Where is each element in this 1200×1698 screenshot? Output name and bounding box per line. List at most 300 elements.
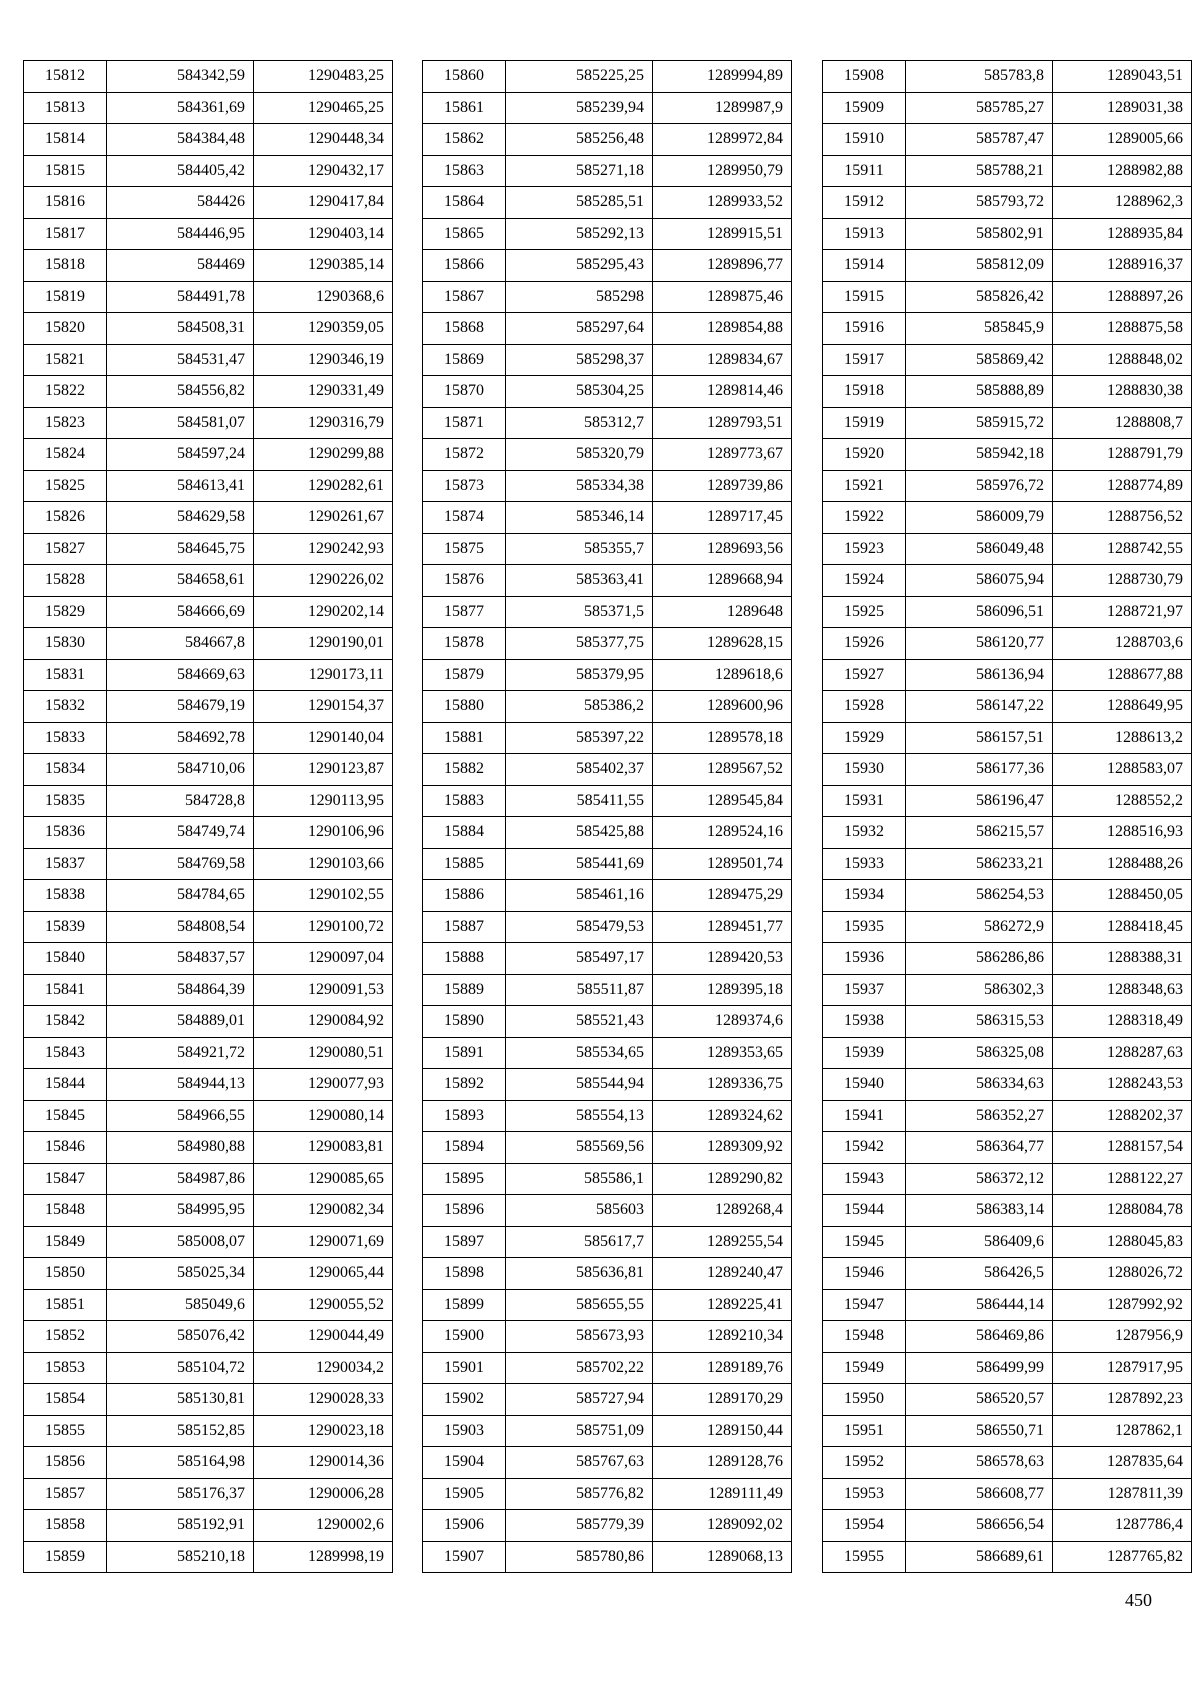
table-row — [423, 1100, 792, 1132]
point-number-cell: 15945 — [823, 1226, 906, 1258]
y-coordinate-cell: 1289896,77 — [653, 250, 792, 282]
x-coordinate-cell: 585425,88 — [506, 817, 653, 849]
x-coordinate-cell: 586426,5 — [906, 1258, 1053, 1290]
y-coordinate-cell: 1288348,63 — [1053, 974, 1192, 1006]
x-coordinate-cell: 585386,2 — [506, 691, 653, 723]
y-coordinate-cell: 1289628,15 — [653, 628, 792, 660]
point-number-cell: 15901 — [423, 1352, 506, 1384]
x-coordinate-cell: 584808,54 — [107, 911, 254, 943]
y-coordinate-cell: 1288583,07 — [1053, 754, 1192, 786]
y-coordinate-cell: 1289994,89 — [653, 61, 792, 93]
point-number-cell: 15881 — [423, 722, 506, 754]
point-number-cell: 15839 — [24, 911, 107, 943]
y-coordinate-cell: 1288388,31 — [1053, 943, 1192, 975]
x-coordinate-cell: 586689,61 — [906, 1541, 1053, 1573]
table-row — [423, 691, 792, 723]
point-number-cell: 15841 — [24, 974, 107, 1006]
x-coordinate-cell: 585544,94 — [506, 1069, 653, 1101]
x-coordinate-cell: 584692,78 — [107, 722, 254, 754]
table-row — [423, 1510, 792, 1542]
y-coordinate-cell: 1289475,29 — [653, 880, 792, 912]
y-coordinate-cell: 1290106,96 — [254, 817, 393, 849]
table-row — [24, 880, 393, 912]
y-coordinate-cell: 1290242,93 — [254, 533, 393, 565]
x-coordinate-cell: 586233,21 — [906, 848, 1053, 880]
point-number-cell: 15843 — [24, 1037, 107, 1069]
point-number-cell: 15827 — [24, 533, 107, 565]
point-number-cell: 15830 — [24, 628, 107, 660]
table-row — [423, 785, 792, 817]
table-row — [823, 817, 1192, 849]
point-number-cell: 15938 — [823, 1006, 906, 1038]
table-row — [823, 470, 1192, 502]
x-coordinate-cell: 584629,58 — [107, 502, 254, 534]
point-number-cell: 15817 — [24, 218, 107, 250]
x-coordinate-cell: 584987,86 — [107, 1163, 254, 1195]
y-coordinate-cell: 1288848,02 — [1053, 344, 1192, 376]
coordinate-table-3 — [822, 60, 1192, 1573]
table-row — [823, 124, 1192, 156]
y-coordinate-cell: 1289524,16 — [653, 817, 792, 849]
page-number: 450 — [1125, 1590, 1152, 1610]
point-number-cell: 15914 — [823, 250, 906, 282]
y-coordinate-cell: 1288418,45 — [1053, 911, 1192, 943]
point-number-cell: 15820 — [24, 313, 107, 345]
table-row — [24, 565, 393, 597]
x-coordinate-cell: 585636,81 — [506, 1258, 653, 1290]
point-number-cell: 15845 — [24, 1100, 107, 1132]
x-coordinate-cell: 585304,25 — [506, 376, 653, 408]
point-number-cell: 15917 — [823, 344, 906, 376]
table-row — [423, 1289, 792, 1321]
y-coordinate-cell: 1288703,6 — [1053, 628, 1192, 660]
point-number-cell: 15871 — [423, 407, 506, 439]
point-number-cell: 15816 — [24, 187, 107, 219]
table-row — [423, 754, 792, 786]
table-row — [823, 565, 1192, 597]
table-row — [24, 1541, 393, 1573]
point-number-cell: 15940 — [823, 1069, 906, 1101]
point-number-cell: 15896 — [423, 1195, 506, 1227]
point-number-cell: 15870 — [423, 376, 506, 408]
point-number-cell: 15847 — [24, 1163, 107, 1195]
point-number-cell: 15928 — [823, 691, 906, 723]
x-coordinate-cell: 585176,37 — [107, 1478, 254, 1510]
y-coordinate-cell: 1289933,52 — [653, 187, 792, 219]
x-coordinate-cell: 584469 — [107, 250, 254, 282]
point-number-cell: 15860 — [423, 61, 506, 93]
table-row — [423, 1447, 792, 1479]
table-row — [823, 1195, 1192, 1227]
coordinate-table-1 — [23, 60, 393, 1573]
x-coordinate-cell: 585617,7 — [506, 1226, 653, 1258]
point-number-cell: 15895 — [423, 1163, 506, 1195]
point-number-cell: 15950 — [823, 1384, 906, 1416]
table-row — [24, 1132, 393, 1164]
point-number-cell: 15939 — [823, 1037, 906, 1069]
x-coordinate-cell: 585312,7 — [506, 407, 653, 439]
table-row — [423, 155, 792, 187]
y-coordinate-cell: 1287992,92 — [1053, 1289, 1192, 1321]
x-coordinate-cell: 584666,69 — [107, 596, 254, 628]
y-coordinate-cell: 1289668,94 — [653, 565, 792, 597]
table-row — [24, 691, 393, 723]
y-coordinate-cell: 1290100,72 — [254, 911, 393, 943]
y-coordinate-cell: 1288157,54 — [1053, 1132, 1192, 1164]
y-coordinate-cell: 1289545,84 — [653, 785, 792, 817]
x-coordinate-cell: 585239,94 — [506, 92, 653, 124]
x-coordinate-cell: 584508,31 — [107, 313, 254, 345]
x-coordinate-cell: 585192,91 — [107, 1510, 254, 1542]
x-coordinate-cell: 585812,09 — [906, 250, 1053, 282]
x-coordinate-cell: 584921,72 — [107, 1037, 254, 1069]
table-row — [823, 1289, 1192, 1321]
y-coordinate-cell: 1288774,89 — [1053, 470, 1192, 502]
x-coordinate-cell: 585363,41 — [506, 565, 653, 597]
x-coordinate-cell: 586334,63 — [906, 1069, 1053, 1101]
x-coordinate-cell: 586499,99 — [906, 1352, 1053, 1384]
point-number-cell: 15910 — [823, 124, 906, 156]
point-number-cell: 15844 — [24, 1069, 107, 1101]
point-number-cell: 15955 — [823, 1541, 906, 1573]
table-row — [423, 974, 792, 1006]
x-coordinate-cell: 585802,91 — [906, 218, 1053, 250]
x-coordinate-cell: 586136,94 — [906, 659, 1053, 691]
y-coordinate-cell: 1290173,11 — [254, 659, 393, 691]
point-number-cell: 15925 — [823, 596, 906, 628]
y-coordinate-cell: 1287765,82 — [1053, 1541, 1192, 1573]
point-number-cell: 15908 — [823, 61, 906, 93]
x-coordinate-cell: 584679,19 — [107, 691, 254, 723]
point-number-cell: 15855 — [24, 1415, 107, 1447]
table-row — [423, 1321, 792, 1353]
y-coordinate-cell: 1289395,18 — [653, 974, 792, 1006]
table-row — [823, 1132, 1192, 1164]
point-number-cell: 15828 — [24, 565, 107, 597]
table-row — [823, 691, 1192, 723]
table-row — [423, 1195, 792, 1227]
x-coordinate-cell: 586147,22 — [906, 691, 1053, 723]
x-coordinate-cell: 584710,06 — [107, 754, 254, 786]
x-coordinate-cell: 585441,69 — [506, 848, 653, 880]
y-coordinate-cell: 1290316,79 — [254, 407, 393, 439]
table-row — [24, 61, 393, 93]
y-coordinate-cell: 1289225,41 — [653, 1289, 792, 1321]
x-coordinate-cell: 585511,87 — [506, 974, 653, 1006]
y-coordinate-cell: 1288084,78 — [1053, 1195, 1192, 1227]
y-coordinate-cell: 1290140,04 — [254, 722, 393, 754]
y-coordinate-cell: 1289043,51 — [1053, 61, 1192, 93]
point-number-cell: 15949 — [823, 1352, 906, 1384]
y-coordinate-cell: 1288287,63 — [1053, 1037, 1192, 1069]
x-coordinate-cell: 586075,94 — [906, 565, 1053, 597]
y-coordinate-cell: 1289189,76 — [653, 1352, 792, 1384]
point-number-cell: 15837 — [24, 848, 107, 880]
y-coordinate-cell: 1288649,95 — [1053, 691, 1192, 723]
point-number-cell: 15932 — [823, 817, 906, 849]
x-coordinate-cell: 585225,25 — [506, 61, 653, 93]
y-coordinate-cell: 1290044,49 — [254, 1321, 393, 1353]
point-number-cell: 15857 — [24, 1478, 107, 1510]
table-row — [823, 155, 1192, 187]
point-number-cell: 15951 — [823, 1415, 906, 1447]
table-row — [24, 218, 393, 250]
y-coordinate-cell: 1288613,2 — [1053, 722, 1192, 754]
table-row — [24, 1100, 393, 1132]
table-row — [24, 407, 393, 439]
table-row — [823, 848, 1192, 880]
x-coordinate-cell: 586656,54 — [906, 1510, 1053, 1542]
y-coordinate-cell: 1289255,54 — [653, 1226, 792, 1258]
x-coordinate-cell: 585869,42 — [906, 344, 1053, 376]
y-coordinate-cell: 1290432,17 — [254, 155, 393, 187]
table-row — [423, 92, 792, 124]
table-row — [823, 1447, 1192, 1479]
point-number-cell: 15875 — [423, 533, 506, 565]
point-number-cell: 15913 — [823, 218, 906, 250]
table-row — [823, 187, 1192, 219]
y-coordinate-cell: 1287835,64 — [1053, 1447, 1192, 1479]
table-row — [24, 313, 393, 345]
x-coordinate-cell: 585780,86 — [506, 1541, 653, 1573]
point-number-cell: 15922 — [823, 502, 906, 534]
table-row — [823, 533, 1192, 565]
table-row — [423, 124, 792, 156]
table-row — [24, 911, 393, 943]
point-number-cell: 15911 — [823, 155, 906, 187]
x-coordinate-cell: 585104,72 — [107, 1352, 254, 1384]
point-number-cell: 15819 — [24, 281, 107, 313]
table-row — [423, 1384, 792, 1416]
point-number-cell: 15936 — [823, 943, 906, 975]
y-coordinate-cell: 1289170,29 — [653, 1384, 792, 1416]
y-coordinate-cell: 1290154,37 — [254, 691, 393, 723]
table-row — [24, 596, 393, 628]
point-number-cell: 15934 — [823, 880, 906, 912]
y-coordinate-cell: 1289128,76 — [653, 1447, 792, 1479]
x-coordinate-cell: 585298,37 — [506, 344, 653, 376]
table-row — [823, 628, 1192, 660]
point-number-cell: 15854 — [24, 1384, 107, 1416]
table-row — [823, 1258, 1192, 1290]
point-number-cell: 15835 — [24, 785, 107, 817]
y-coordinate-cell: 1288450,05 — [1053, 880, 1192, 912]
y-coordinate-cell: 1290331,49 — [254, 376, 393, 408]
x-coordinate-cell: 586272,9 — [906, 911, 1053, 943]
table-row — [823, 1478, 1192, 1510]
x-coordinate-cell: 585379,95 — [506, 659, 653, 691]
point-number-cell: 15833 — [24, 722, 107, 754]
y-coordinate-cell: 1290299,88 — [254, 439, 393, 471]
x-coordinate-cell: 584864,39 — [107, 974, 254, 1006]
table-row — [423, 943, 792, 975]
x-coordinate-cell: 585297,64 — [506, 313, 653, 345]
table-row — [823, 754, 1192, 786]
y-coordinate-cell: 1289648 — [653, 596, 792, 628]
table-row — [423, 218, 792, 250]
y-coordinate-cell: 1288202,37 — [1053, 1100, 1192, 1132]
x-coordinate-cell: 585785,27 — [906, 92, 1053, 124]
y-coordinate-cell: 1288516,93 — [1053, 817, 1192, 849]
table-row — [24, 376, 393, 408]
table-row — [423, 817, 792, 849]
y-coordinate-cell: 1289290,82 — [653, 1163, 792, 1195]
x-coordinate-cell: 584426 — [107, 187, 254, 219]
point-number-cell: 15862 — [423, 124, 506, 156]
x-coordinate-cell: 584669,63 — [107, 659, 254, 691]
x-coordinate-cell: 585461,16 — [506, 880, 653, 912]
x-coordinate-cell: 584658,61 — [107, 565, 254, 597]
x-coordinate-cell: 584966,55 — [107, 1100, 254, 1132]
x-coordinate-cell: 586196,47 — [906, 785, 1053, 817]
y-coordinate-cell: 1289324,62 — [653, 1100, 792, 1132]
point-number-cell: 15850 — [24, 1258, 107, 1290]
x-coordinate-cell: 585793,72 — [906, 187, 1053, 219]
y-coordinate-cell: 1288935,84 — [1053, 218, 1192, 250]
table-row — [823, 250, 1192, 282]
x-coordinate-cell: 585888,89 — [906, 376, 1053, 408]
point-number-cell: 15849 — [24, 1226, 107, 1258]
y-coordinate-cell: 1287862,1 — [1053, 1415, 1192, 1447]
y-coordinate-cell: 1290403,14 — [254, 218, 393, 250]
y-coordinate-cell: 1288982,88 — [1053, 155, 1192, 187]
table-row — [24, 1006, 393, 1038]
table-row — [423, 1541, 792, 1573]
point-number-cell: 15943 — [823, 1163, 906, 1195]
table-row — [823, 1069, 1192, 1101]
x-coordinate-cell: 585346,14 — [506, 502, 653, 534]
table-row — [423, 1037, 792, 1069]
x-coordinate-cell: 584613,41 — [107, 470, 254, 502]
x-coordinate-cell: 586096,51 — [906, 596, 1053, 628]
y-coordinate-cell: 1288808,7 — [1053, 407, 1192, 439]
table-row — [24, 1195, 393, 1227]
y-coordinate-cell: 1288756,52 — [1053, 502, 1192, 534]
x-coordinate-cell: 585210,18 — [107, 1541, 254, 1573]
x-coordinate-cell: 585783,8 — [906, 61, 1053, 93]
y-coordinate-cell: 1290359,05 — [254, 313, 393, 345]
y-coordinate-cell: 1288122,27 — [1053, 1163, 1192, 1195]
table-row — [24, 502, 393, 534]
y-coordinate-cell: 1290261,67 — [254, 502, 393, 534]
table-row — [423, 911, 792, 943]
y-coordinate-cell: 1290097,04 — [254, 943, 393, 975]
table-row — [823, 659, 1192, 691]
point-number-cell: 15906 — [423, 1510, 506, 1542]
point-number-cell: 15898 — [423, 1258, 506, 1290]
table-row — [823, 376, 1192, 408]
y-coordinate-cell: 1287786,4 — [1053, 1510, 1192, 1542]
x-coordinate-cell: 585779,39 — [506, 1510, 653, 1542]
x-coordinate-cell: 585371,5 — [506, 596, 653, 628]
x-coordinate-cell: 585787,47 — [906, 124, 1053, 156]
y-coordinate-cell: 1290202,14 — [254, 596, 393, 628]
point-number-cell: 15923 — [823, 533, 906, 565]
x-coordinate-cell: 584749,74 — [107, 817, 254, 849]
y-coordinate-cell: 1289578,18 — [653, 722, 792, 754]
y-coordinate-cell: 1287917,95 — [1053, 1352, 1192, 1384]
y-coordinate-cell: 1289972,84 — [653, 124, 792, 156]
point-number-cell: 15877 — [423, 596, 506, 628]
point-number-cell: 15853 — [24, 1352, 107, 1384]
y-coordinate-cell: 1289374,6 — [653, 1006, 792, 1038]
y-coordinate-cell: 1290102,55 — [254, 880, 393, 912]
y-coordinate-cell: 1290023,18 — [254, 1415, 393, 1447]
table-row — [423, 250, 792, 282]
point-number-cell: 15887 — [423, 911, 506, 943]
x-coordinate-cell: 585655,55 — [506, 1289, 653, 1321]
x-coordinate-cell: 584531,47 — [107, 344, 254, 376]
table-row — [423, 1132, 792, 1164]
table-row — [24, 1037, 393, 1069]
point-number-cell: 15953 — [823, 1478, 906, 1510]
x-coordinate-cell: 585521,43 — [506, 1006, 653, 1038]
table-row — [823, 1006, 1192, 1038]
x-coordinate-cell: 586120,77 — [906, 628, 1053, 660]
table-row — [423, 848, 792, 880]
table-row — [823, 596, 1192, 628]
x-coordinate-cell: 585727,94 — [506, 1384, 653, 1416]
y-coordinate-cell: 1289834,67 — [653, 344, 792, 376]
x-coordinate-cell: 586157,51 — [906, 722, 1053, 754]
x-coordinate-cell: 584361,69 — [107, 92, 254, 124]
point-number-cell: 15865 — [423, 218, 506, 250]
point-number-cell: 15864 — [423, 187, 506, 219]
y-coordinate-cell: 1288897,26 — [1053, 281, 1192, 313]
point-number-cell: 15942 — [823, 1132, 906, 1164]
point-number-cell: 15944 — [823, 1195, 906, 1227]
x-coordinate-cell: 585942,18 — [906, 439, 1053, 471]
x-coordinate-cell: 584446,95 — [107, 218, 254, 250]
x-coordinate-cell: 586364,77 — [906, 1132, 1053, 1164]
point-number-cell: 15907 — [423, 1541, 506, 1573]
x-coordinate-cell: 585554,13 — [506, 1100, 653, 1132]
y-coordinate-cell: 1288318,49 — [1053, 1006, 1192, 1038]
x-coordinate-cell: 585285,51 — [506, 187, 653, 219]
table-row — [24, 754, 393, 786]
x-coordinate-cell: 586009,79 — [906, 502, 1053, 534]
x-coordinate-cell: 585402,37 — [506, 754, 653, 786]
point-number-cell: 15818 — [24, 250, 107, 282]
point-number-cell: 15946 — [823, 1258, 906, 1290]
table-row — [24, 344, 393, 376]
x-coordinate-cell: 586325,08 — [906, 1037, 1053, 1069]
y-coordinate-cell: 1290385,14 — [254, 250, 393, 282]
point-number-cell: 15852 — [24, 1321, 107, 1353]
y-coordinate-cell: 1288791,79 — [1053, 439, 1192, 471]
table-row — [423, 1415, 792, 1447]
point-number-cell: 15842 — [24, 1006, 107, 1038]
x-coordinate-cell: 585915,72 — [906, 407, 1053, 439]
x-coordinate-cell: 585292,13 — [506, 218, 653, 250]
x-coordinate-cell: 585355,7 — [506, 533, 653, 565]
table-row — [823, 722, 1192, 754]
point-number-cell: 15918 — [823, 376, 906, 408]
point-number-cell: 15869 — [423, 344, 506, 376]
table-row — [24, 1289, 393, 1321]
x-coordinate-cell: 584556,82 — [107, 376, 254, 408]
y-coordinate-cell: 1290083,81 — [254, 1132, 393, 1164]
point-number-cell: 15876 — [423, 565, 506, 597]
y-coordinate-cell: 1289451,77 — [653, 911, 792, 943]
y-coordinate-cell: 1289150,44 — [653, 1415, 792, 1447]
table-row — [823, 1510, 1192, 1542]
x-coordinate-cell: 585008,07 — [107, 1226, 254, 1258]
x-coordinate-cell: 585603 — [506, 1195, 653, 1227]
y-coordinate-cell: 1289309,92 — [653, 1132, 792, 1164]
x-coordinate-cell: 584667,8 — [107, 628, 254, 660]
y-coordinate-cell: 1289854,88 — [653, 313, 792, 345]
